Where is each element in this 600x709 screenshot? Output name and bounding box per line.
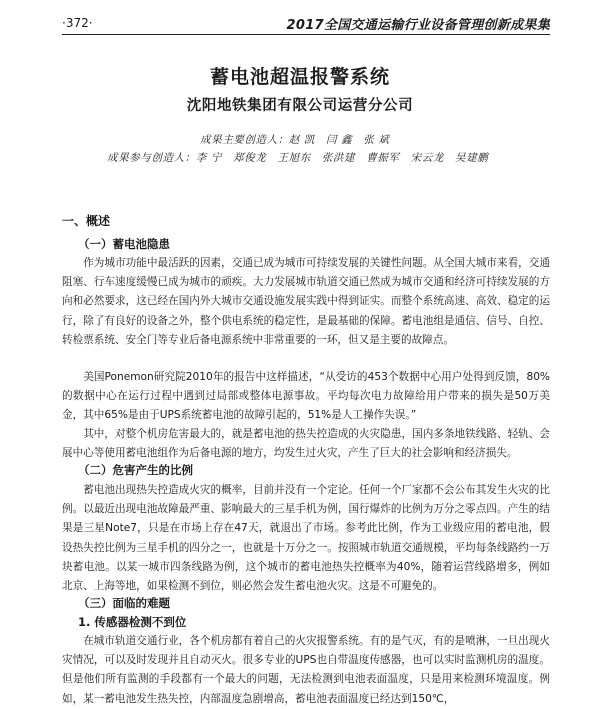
subsection-heading-hazard-ratio: （二）危害产生的比例 [78,463,193,477]
journal-title: 2017全国交通运输行业设备管理创新成果集 [286,18,550,33]
section-heading-overview: 一、概述 [62,214,111,228]
article-organization: 沈阳地铁集团有限公司运营分公司 [186,98,414,114]
paragraph: 作为城市功能中最活跃的因素，交通已成为城市可持续发展的关键性问题。从全国大城市来看，交通阻塞、行车速度缓慢已成为城市的顽疾。大力发展城市轨道交通已然成为城市交通和经济可持续发展的方向和必然要求，这已经在国内外大城市交通设施发展实践中得到证实。而整个系统高速、高效、稳定的运行，除了有良好的设备之外，整个供电系统的稳定性，是最基础的保障。蓄电池组是通信、信号、自控、转检票系统、安全门等专业后备电源系统中非常重要的一环，但又是主要的故障点。 [62,257,550,346]
subsection-heading-battery-hazard: （一）蓄电池隐患 [78,237,170,251]
paragraph: 在城市轨道交通行业，各个机房都有着自己的火灾报警系统。有的是气灭，有的是喷淋，一旦出现火灾情况，可以及时发现并且自动灭火。很多专业的UPS也自带温度传感器，也可以实时监测机房的温度。但是他们所有监测的手段都有一个最大的问题，无法检测到电池表面温度，只是用来检测环境温度。例如，某一蓄电池发生热失控，内部温度急剧增高，蓄电池表面温度已经达到150℃， [62,635,550,705]
paragraph: 蓄电池出现热失控造成火灾的概率，目前并没有一个定论。任何一个厂家都不会公布其发生火灾的比例。以最近出现电池故障最严重、影响最大的三星手机为例，国行爆炸的比例为万分之零点四。产生的结果是三星Note7，只是在市场上存在47天，就退出了市场。参考此比例，作为工业级应用的蓄电池，假设热失控比例为三星手机的四分之一，也就是十万分之一。按照城市轨道交通规模，平均每条线路约一万块蓄电池。以某一城市四条线路为例，这个城市的蓄电池热失控概率为40%，随着运营线路增多，例如北京、上海等地，如果检测不到位，则必然会发生蓄电池火灾。这是不可避免的。 [62,484,550,593]
paragraph: 美国Ponemon研究院2010年的报告中这样描述，“从受访的453个数据中心用户处得到反馈，80%的数据中心在运行过程中遇到过局部或整体电源事故。平均每次电力故障给用户带来的损失是50万美金，其中65%是由于UPS系统蓄电池的故障引起的，51%是人工操作失误。” [62,371,550,422]
page-number: ·372· [62,16,93,30]
item-heading-sensor: 1. 传感器检测不到位 [78,615,187,629]
article-title: 蓄电池超温报警系统 [209,66,390,88]
subsection-heading-challenges: （三）面临的难题 [78,596,170,610]
participants: 成果参与创造人：李 宁 郑俊龙 王旭东 张洪建 曹振军 宋云龙 吴建鹏 [107,152,489,164]
running-header [62,14,550,35]
paragraph: 其中，对整个机房危害最大的，就是蓄电池的热失控造成的火灾隐患，国内多条地铁线路、轻轨、会展中心等使用蓄电池组作为后备电源的地方，均发生过火灾，产生了巨大的社会影响和经济损失。 [62,428,550,460]
main-creators: 成果主要创造人：赵 凯 闫 鑫 张 斌 [200,134,390,146]
